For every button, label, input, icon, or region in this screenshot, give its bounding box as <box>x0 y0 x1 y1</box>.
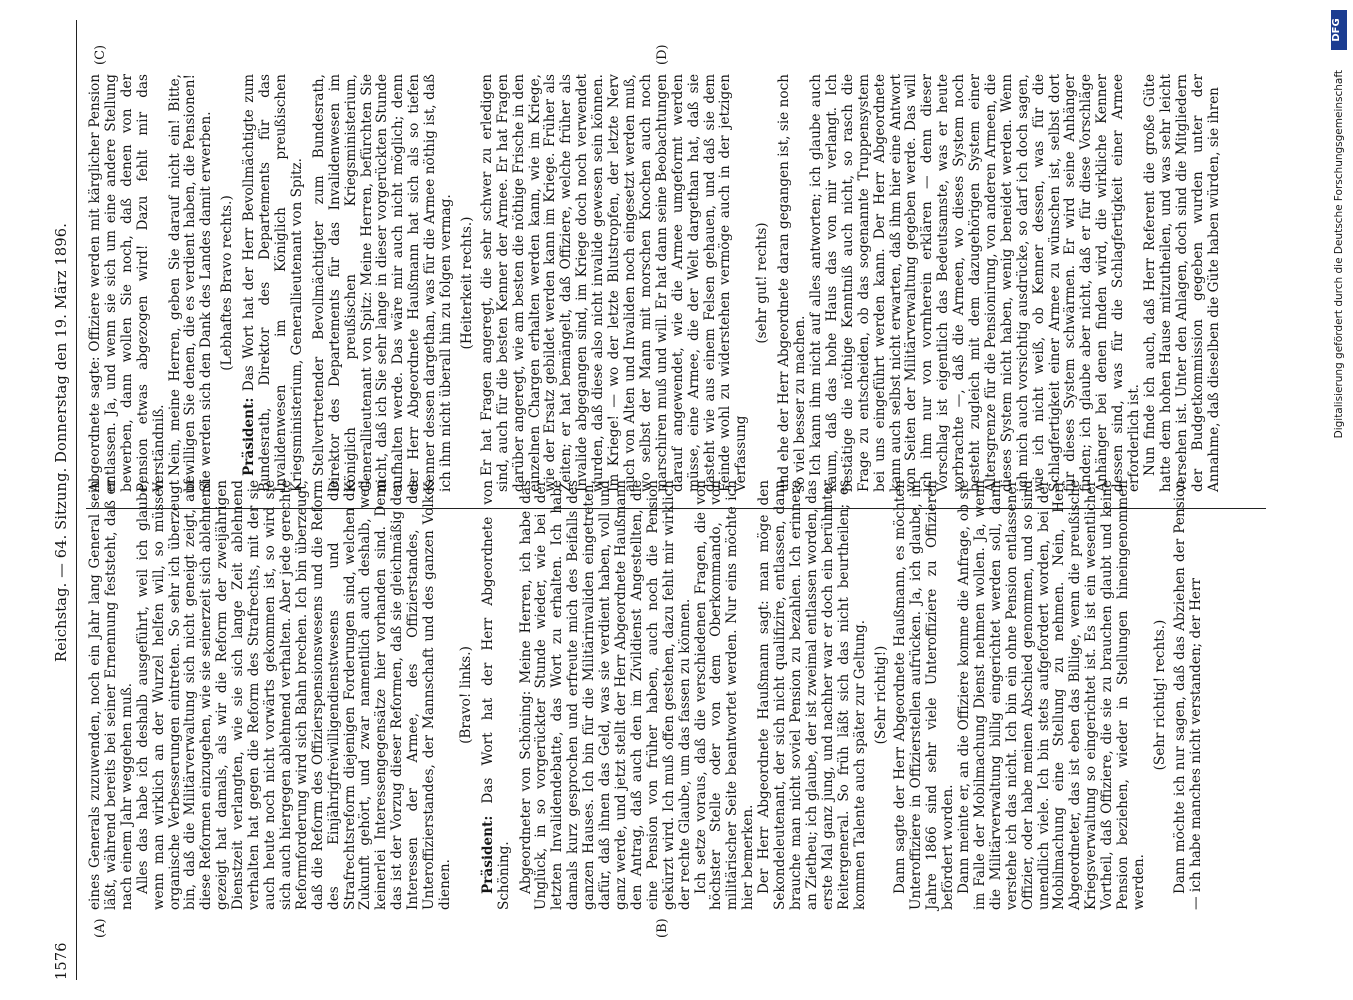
paragraph <box>459 480 475 910</box>
paragraph <box>88 74 168 492</box>
paragraph <box>755 74 771 492</box>
paragraph <box>136 480 454 910</box>
paragraph-text: eines Generals zuzuwenden, noch ein Jahr lang General sein läßt, während bereits bei seiner Ernennung feststeht, daß er nach einem Jahr weggehen muß. <box>87 480 135 910</box>
paragraph-text: Das Wort hat der Herr Bevollmächtigte zum Bundesrath, Direktor des Departements für das Invalidenwesen im Königlich preußischen Kriegsministerium, Generallieutenant von Spitz. <box>241 74 305 492</box>
paragraph <box>874 480 890 910</box>
paragraph-text: Abgeordneter von Schöning: Meine Herren, ich habe das Unglück, in so vorgerückter Stunde wieder, wie bei der letzten Invalidendebatte, das Wort zu erhalten. Ich habe damals kurz gesprochen und erfreute mich des Beifalls des ganzen Hauses. Ich bin für die Militärinvaliden eingetreten, dafür, daß ihnen das Geld, was sie verdient haben, voll und ganz werde, und jetzt stellt der Herr Abgeordnete Haußmann den Antrag, daß auch den im Zivildienst Angestellten, die eine Pension von früher haben, auch noch die Pension gekürzt wird. Ich muß offen gestehen, dazu fehlt mir wirklich der rechte Glaube, um das fassen zu können. <box>517 480 693 910</box>
paragraph-text: und ehe der Herr Abgeordnete daran gegangen ist, sie noch so viel besser zu machen. <box>776 74 809 492</box>
paragraph <box>777 74 809 492</box>
paragraph <box>809 74 1143 492</box>
speaker-label: Präsident: <box>241 397 258 476</box>
margin-marker-a: (A) <box>93 918 108 938</box>
paragraph-text: (Bravo! links.) <box>457 646 474 744</box>
paragraph-text: Alles das habe ich deshalb ausgeführt, weil ich glaube, wenn man wirklich an der Wurzel helfen will, so müssen organische Verbesserungen eintreten. So sehr ich überzeugt bin, daß die Militärverwaltung sich nicht geneigt zeigt, auf diese Reformen einzugehen, wie sie seinerzeit sich ablehnend gezeigt hat damals, als wir die Reform der zweijährigen Dienstzeit verlangten, wie sie sich lange Zeit ablehnend verhalten hat gegen die Reform des Strafrechts, mit der sie auch heute noch nicht vorwärts gekommen ist, so wird sie sich auch hiergegen ablehnend verhalten. Aber jede gerechte Reformforderung wird sich Bahn brechen. Ich bin überzeugt, daß die Reform des Offizierspensionswesens und die Reform des Einjährigfreiwilligendienstwesens und die Strafrechtsreform diejenigen Forderungen sind, welchen die Zukunft gehört, und zwar namentlich auch deshalb, weil keinerlei Interessengegensätze hier vorhanden sind. Denn das ist der Vorzug dieser Reformen, daß sie gleichmäßig den Interessen der Armee, des Offizierstandes, des Unteroffizierstandes, der Mannschaft und des ganzen Volkes dienen. <box>134 480 453 910</box>
margin-marker-b: (B) <box>655 918 670 938</box>
paragraph-text: (Heiterkeit rechts.) <box>458 216 475 350</box>
paragraph-text: (Lebhaftes Bravo rechts.) <box>219 195 236 371</box>
speaker-label: Präsident: <box>479 815 496 894</box>
paragraph-text: Das Wort hat der Herr Abgeordnete von Schöning. <box>479 480 512 910</box>
paragraph-text: Ich kann ihm nicht auf alles antworten; ich glaube auch kaum, daß das hohe Haus das von mir verlangt. Ich bestätige die nöthige Kenntniß auch nicht, so rasch die Frage zu entscheiden, ob das sogenannte Truppensystem bei uns eingeführt werden kann. Der Herr Abgeordnete kann auch selbst nicht erwarten, daß ihm hier eine Antwort von Seiten der Militärverwaltung gegeben werde. Das will ich ihm nur von vornherein erklären — denn dieser Vorschlag ist eigentlich das Bedeutsamste, was er heute vorbrachte —, daß die Armeen, wo dieses System noch besteht zugleich mit dem dazugehörigen System einer Altersgrenze für die Pensionirung, von anderen Armeen, die dieses System nicht haben, wenig beneidet werden. Wenn ich mich auch vorsichtig ausdrücke, so darf ich doch sagen, wie ich nicht weiß, ob Kenner dessen, was für die Schlagfertigkeit einer Armee zu wünschen ist, selbst dort für dieses System schwärmen. Er wird seine Anhänger finden; ich glaube aber nicht, daß er für diese Vorschläge Anhänger bei denen finden wird, die wirkliche Kenner dessen sind, was für die Schlagfertigkeit einer Armee erforderlich ist. <box>807 74 1143 492</box>
right-column <box>88 74 1223 492</box>
paragraph <box>757 480 868 910</box>
paragraph <box>1173 480 1205 910</box>
paragraph-text: (sehr gut! rechts) <box>754 222 771 344</box>
credit-text-label: Digitalisierung gefördert durch die Deutsche Forschungsgemeinschaft <box>1333 70 1345 439</box>
paragraph-text: Er hat Fragen angeregt, die sehr schwer zu erledigen sind, auch für die besten Kenner der Armee. Er hat Fragen darüber angeregt, wie am besten die nöthige Frische in den einzelnen Chargen erhalten werden kann, wie im Kriege, wie der Ersatz gebildet werden kann im Kriege. Früher als Zeiten; er hat bemängelt, daß Offiziere, welche früher als Invalide abgegangen sind, im Kriege doch noch verwendet wurden, daß diese also nicht invalide gewesen sein können. Im Kriege! — wo der letzte Blutstropfen, der letzte Nerv auch von Alten und Invaliden noch eingesetzt werden muß, wo selbst der Mann mit morschen Knochen auch noch marschiren muß und will. Er hat dann seine Beobachtungen darauf angewendet, wie die Armee umgeformt werden müsse, eine Armee, die der Welt dargethan hat, daß sie dasteht wie aus einem Felsen gehauen, und daß sie dem Feinde wohl zu widerstehen vermöge auch in der jetzigen Verfassung <box>478 74 750 492</box>
paragraph-text: (Sehr richtig! rechts.) <box>1151 619 1168 771</box>
credit-text <box>1330 10 1350 990</box>
paragraph <box>242 74 306 492</box>
left-column <box>88 480 1205 910</box>
paragraph-text: Dann sagte der Herr Abgeordnete Haußmann, es möchten Unteroffiziere in Offizierstellen aufrücken. Ja, ich glaube, im Jahre 1866 sind sehr viele Unteroffiziere zu Offizieren befördert worden. <box>892 480 957 910</box>
paragraph <box>957 480 1148 910</box>
digitization-credit <box>1330 10 1350 990</box>
running-head: Reichstag. — 64. Sitzung. Donnerstag den 19. März 1896. <box>54 222 70 662</box>
header-rule <box>76 20 77 980</box>
margin-marker-d: (D) <box>655 44 670 65</box>
paragraph <box>460 74 476 492</box>
dfg-logo-text: DFG <box>1331 18 1342 42</box>
paragraph <box>88 480 136 910</box>
paragraph <box>312 74 455 492</box>
page-header <box>54 20 76 980</box>
paragraph-text: Dann möchte ich nur sagen, daß das Abziehen der Pension — ich habe manches nicht verstanden; der Herr <box>1171 480 1204 910</box>
paragraph-text: Nein, meine Herren, geben Sie darauf nicht ein! Bitte, bewilligen Sie denen, die es verdient haben, die Pensionen! Sie werden sich den Dank des Landes damit erwerben. <box>166 74 215 492</box>
paragraph-text: Ich setze voraus, daß die verschiedenen Fragen, die von höchster Stelle oder von dem Oberkommando, von militärischer Seite beantwortet werden. Nur eins möchte ich hier bemerken. <box>692 480 757 910</box>
paragraph <box>220 74 236 492</box>
paragraph <box>481 480 513 910</box>
paragraph <box>694 480 758 910</box>
paragraph-text: Dann meinte er, an die Offiziere komme die Anfrage, ob sie im Falle der Mobilmachung Dienst nehmen wollen. Ja, wenn die Militärverwaltung billig eingerichtet werden soll, dann verstehe ich das nicht. Ich bin ein ohne Pension entlassener Offizier, oder habe meinen Abschied genommen, und so sind unendlich viele. Ich bin stets aufgefordert worden, bei der Mobilmachung eine Stellung zu nehmen. Nein, Herr Abgeordneter, das ist eben das Billige, wenn die preußische Kriegsverwaltung so eingerichtet ist. Es ist ein wesentlicher Vortheil, daß Offiziere, die sie zu brauchen glaubt und keine Pension beziehen, wieder in Stellungen hineingenommen werden. <box>956 480 1147 910</box>
page-number: 1576 <box>54 942 70 980</box>
paragraph <box>168 74 216 492</box>
paragraph-text: Abgeordnete sagte: Offiziere werden mit kärglicher Pension entlassen. Ja, und wenn sie sich um eine andere Stellung bewerben, dann wollen Sie noch, daß denen von der Pension etwas abgezogen wird! Dazu fehlt mir das Verständniß. <box>87 74 167 492</box>
paragraph <box>519 480 694 910</box>
paragraph <box>893 480 957 910</box>
margin-marker-c: (C) <box>93 44 108 65</box>
paragraph <box>1143 74 1223 492</box>
column-divider <box>86 508 1266 509</box>
paragraph-text: Stellvertretender Bevollmächtigter zum Bundesrath, Direktor des Departements für das Invalidenwesen im Königlich preußischen Kriegsministerium, Generallieutenant von Spitz: Meine Herren, befürchten Sie nicht, daß ich Sie sehr lange in dieser vorgerückten Stunde aufhalten werde. Das wäre mir auch nicht möglich; denn der Herr Abgeordnete Haußmann hat sich als so tiefen Kenner dessen dargethan, was für die Armee nöthig ist, daß ich ihm nicht überall hin zu folgen vermag. <box>310 74 455 492</box>
paragraph-text: Nun finde ich auch, daß Herr Referent die große Güte hatte dem hohen Hause mitzutheilen, und was sehr leicht versehen ist. Unter den Anlagen, doch sind die Mitgliedern der Budgetkommission gegeben wurden unter der Annahme, daß dieselben die Güte haben würden, sie ihren <box>1142 74 1222 492</box>
paragraph-text: Der Herr Abgeordnete Haußmann sagt: man möge den Sekondeleutenant, der sich nicht qualifizire, entlassen, dann brauche man nicht soviel Pension zu bezahlen. Ich erinnere an Zietheu; ich glaube, der ist zweimal entlassen worden, das erste Mal ganz jung, und nachher war er doch ein berühmter Reitergeneral. So früh läßt sich das nicht beurtheilen; es kommen Talente auch später zur Geltung. <box>756 480 868 910</box>
paragraph <box>1153 480 1169 910</box>
paragraph-text: (Sehr richtig!) <box>872 645 889 745</box>
paragraph <box>480 74 750 492</box>
